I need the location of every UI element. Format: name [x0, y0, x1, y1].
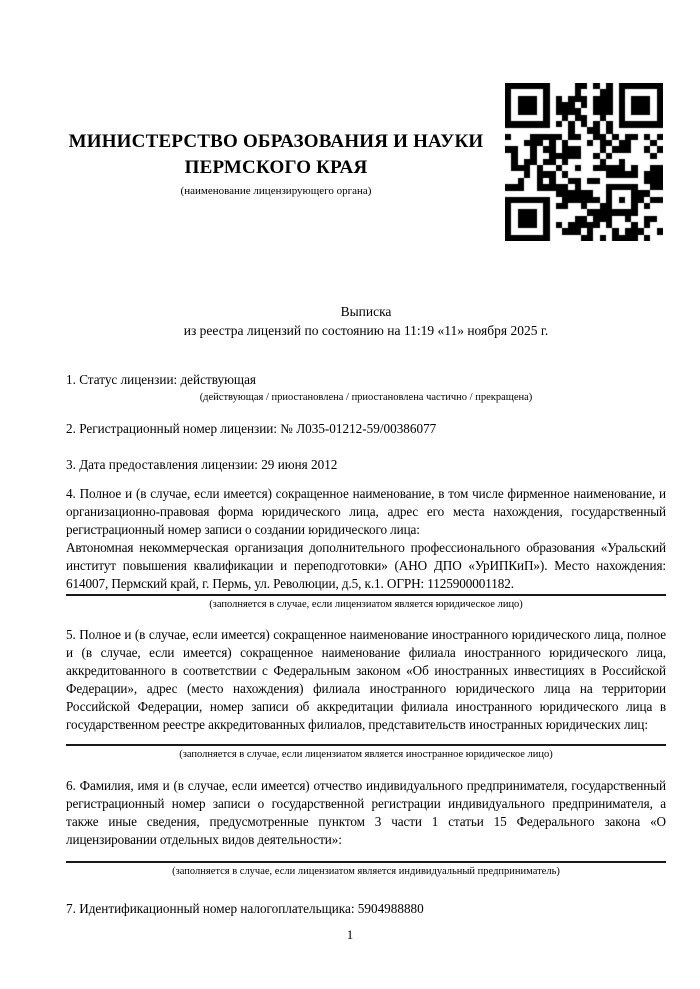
ministry-name-line1: МИНИСТЕРСТВО ОБРАЗОВАНИЯ И НАУКИ: [68, 131, 484, 152]
qr-code-icon: [505, 83, 663, 241]
item-3-text: 3. Дата предоставления лицензии: 29 июня 2012: [66, 457, 338, 472]
divider-line: [66, 744, 666, 746]
divider-line: [66, 594, 666, 596]
page-number: 1: [346, 927, 354, 942]
item-2-text: 2. Регистрационный номер лицензии: № Л035-01212-59/00386077: [66, 421, 437, 436]
item-6-individual-entrepreneur: [66, 777, 666, 878]
item-5-foreign-entity: [66, 626, 666, 761]
item-4-caption: (заполняется в случае, если лицензиатом является юридическое лицо): [209, 599, 523, 610]
item-1-license-status: [66, 370, 666, 404]
licensing-authority-header: [66, 129, 486, 198]
ministry-name-line2: ПЕРМСКОГО КРАЯ: [184, 157, 368, 178]
item-4-text: 4. Полное и (в случае, если имеется) сокращенное наименование, в том числе фирменное наименование, и организационно-правовая форма юридического лица, адрес его места нахождения, государственный регистрационный номер записи о создании юридического лица:: [66, 486, 666, 537]
qr-code-container: [505, 83, 663, 241]
item-5-caption: (заполняется в случае, если лицензиатом является иностранное юридическое лицо): [179, 749, 553, 760]
ministry-caption: (наименование лицензирующего органа): [180, 185, 372, 197]
item-6-caption: (заполняется в случае, если лицензиатом является индивидуальный предприниматель): [172, 866, 560, 877]
item-1-text: 1. Статус лицензии: действующая: [66, 372, 257, 387]
item-7-taxpayer-id: [66, 899, 666, 918]
item-4-value: Автономная некоммерческая организация дополнительного профессионального образования «Уральский институт повышения квалификации и переподготовки» (АНО ДПО «УрИПКиП»). Место нахождения: 614007, Пермский край, г. Пермь, ул. Революции, д.5, к.1. ОГРН: 1125900001182.: [66, 540, 666, 591]
item-1-caption: (действующая / приостановлена / приостановлена частично / прекращена): [199, 392, 533, 403]
item-7-text: 7. Идентификационный номер налогоплательщика: 5904988880: [66, 901, 424, 916]
title-line1: Выписка: [340, 304, 392, 319]
item-2-registration-number: [66, 419, 666, 438]
title-line2: из реестра лицензий по состоянию на 11:19 «11» ноября 2025 г.: [183, 323, 549, 338]
divider-line: [66, 861, 666, 863]
item-4-legal-entity: [66, 485, 666, 611]
item-3-license-date: [66, 455, 666, 474]
document-title: [66, 302, 666, 340]
item-6-text: 6. Фамилия, имя и (в случае, если имеется) отчество индивидуального предпринимателя, государственный регистрационный номер записи о государственной регистрации индивидуального предпринимателя, а также иные сведения, предусмотренные пунктом 3 части 1 статьи 15 Федерального закона «О лицензировании отдельных видов деятельности»:: [66, 778, 666, 847]
item-5-text: 5. Полное и (в случае, если имеется) сокращенное наименование иностранного юридического лица, полное и (в случае, если имеется) сокращенное наименование филиала иностранного юридического лица, аккредитованного в соответствии с Федеральным законом «Об иностранных инвестициях в Российской Федерации», адрес (место нахождения) филиала иностранного юридического лица на территории Российской Федерации, номер записи об аккредитации филиала иностранного юридического лица в государственном реестре аккредитованных филиалов, представительств иностранных юридических лиц:: [66, 627, 666, 732]
